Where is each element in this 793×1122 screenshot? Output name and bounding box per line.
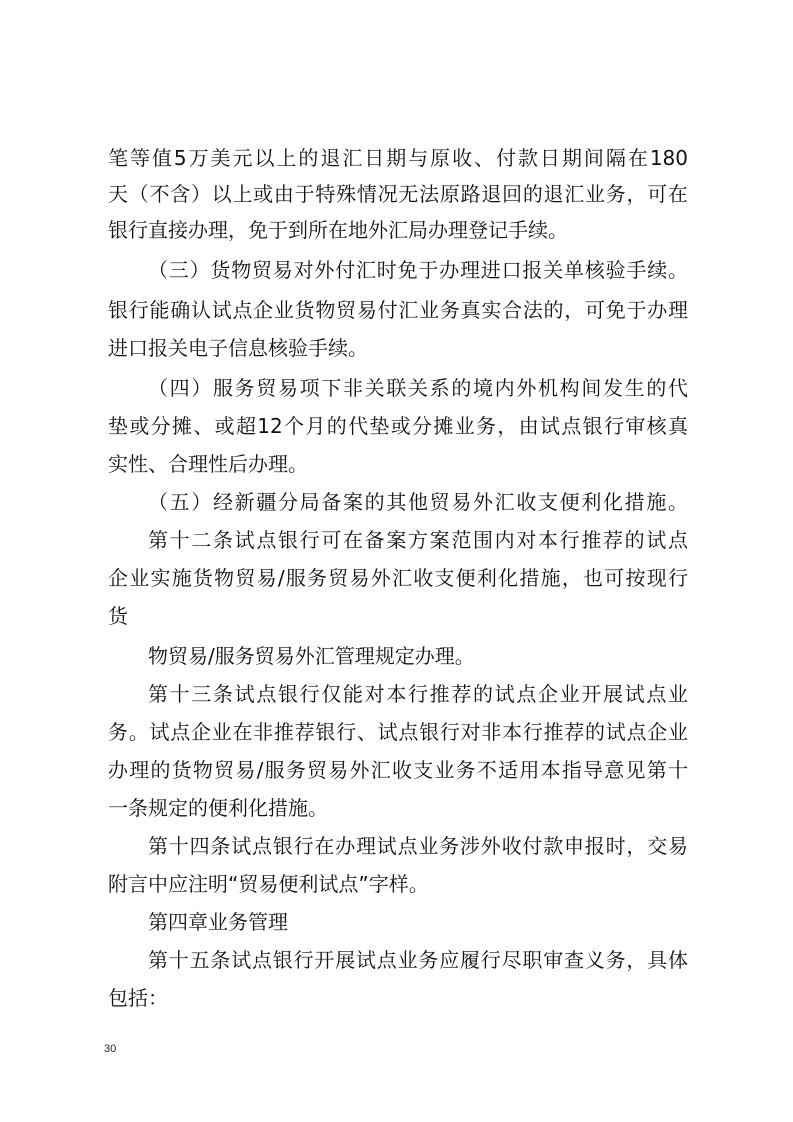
paragraph-line: 银行能确认试点企业货物贸易付汇业务真实合法的，可免于办理 bbox=[108, 298, 688, 322]
page-number: 30 bbox=[104, 1043, 117, 1055]
paragraph-line: （四）服务贸易项下非关联关系的境内外机构间发生的代 bbox=[148, 376, 688, 400]
paragraph-line: 进口报关电子信息核验手续。 bbox=[108, 336, 368, 360]
paragraph-line: 第十四条试点银行在办理试点业务涉外收付款申报时，交易 bbox=[148, 834, 688, 858]
paragraph-line: 包括： bbox=[108, 986, 168, 1010]
paragraph-line: （三）货物贸易对外付汇时免于办理进口报关单核验手续。 bbox=[148, 258, 688, 282]
paragraph-line: 第十三条试点银行仅能对本行推荐的试点企业开展试点业 bbox=[148, 682, 688, 706]
paragraph-line: 银行直接办理，免于到所在地外汇局办理登记手续。 bbox=[108, 218, 568, 242]
paragraph-line: （五）经新疆分局备案的其他贸易外汇收支便利化措施。 bbox=[148, 490, 688, 514]
paragraph-line: 货 bbox=[108, 604, 128, 628]
paragraph-line: 第十二条试点银行可在备案方案范围内对本行推荐的试点 bbox=[148, 528, 688, 552]
paragraph-line: 实性、合理性后办理。 bbox=[108, 452, 308, 476]
paragraph-line: 办理的货物贸易/服务贸易外汇收支业务不适用本指导意见第十 bbox=[108, 758, 688, 782]
paragraph-line: 务。试点企业在非推荐银行、试点银行对非本行推荐的试点企业 bbox=[108, 720, 688, 744]
paragraph-line: 笔等值5万美元以上的退汇日期与原收、付款日期间隔在180 bbox=[108, 146, 688, 170]
paragraph-line: 垫或分摊、或超12个月的代垫或分摊业务，由试点银行审核真 bbox=[108, 414, 688, 438]
paragraph-line: 一条规定的便利化措施。 bbox=[108, 796, 328, 820]
paragraph-line: 第十五条试点银行开展试点业务应履行尽职审查义务，具体 bbox=[148, 948, 688, 972]
paragraph-line: 企业实施货物贸易/服务贸易外汇收支便利化措施，也可按现行 bbox=[108, 566, 688, 590]
chapter-heading: 第四章业务管理 bbox=[148, 910, 288, 934]
paragraph-line: 物贸易/服务贸易外汇管理规定办理。 bbox=[148, 644, 475, 668]
paragraph-line: 附言中应注明“贸易便利试点”字样。 bbox=[108, 872, 429, 896]
paragraph-line: 天（不含）以上或由于特殊情况无法原路退回的退汇业务，可在 bbox=[108, 182, 688, 206]
